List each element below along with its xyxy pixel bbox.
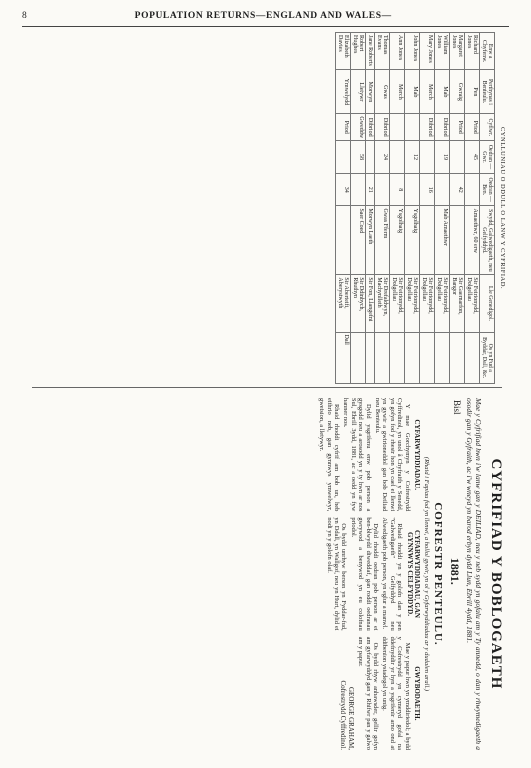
paragraph: Rhaid rhoddi yn y golofn dan y pen "Galwedigaeth" Gelfyddyd neu Alwedigaeth pob person, yn eglur a manwl. — [381, 517, 404, 631]
table-cell: Ymwelydd — [336, 70, 351, 114]
paragraph: Os bydd unrhyw berson yn Fyddar-fud, yn Ddall, yn Wallgof, neu yn Hurt, dylid ei nodi yn y golofn olaf. — [325, 517, 348, 631]
table-cell: Merch — [390, 70, 405, 114]
table-cell — [405, 114, 420, 141]
table-row — [420, 33, 435, 384]
table-cell: Jane Roberts — [366, 33, 375, 70]
table-row — [450, 33, 465, 384]
table-header-cell: Perthynas i Benteulu. — [480, 70, 495, 114]
table-cell: Amaethwr, 60 erw — [465, 206, 480, 275]
table-cell: Sir Feirionydd, Dolgellau — [435, 275, 450, 332]
instructions-panel — [22, 392, 510, 756]
table-cell — [366, 332, 375, 383]
table-header-cell: Oedran — Ben. — [480, 173, 495, 206]
table-row — [405, 33, 420, 384]
table-header-cell: Os yn Fud a Byddar, Dall, &c. — [480, 332, 495, 383]
table-cell: Sir Feirionydd, Dolgellau — [390, 275, 405, 332]
page-header — [22, 8, 509, 24]
table-row — [390, 33, 405, 384]
table-cell: Sir Feirionydd, Dolgellau — [420, 275, 435, 332]
table-cell — [450, 141, 465, 174]
table-row — [465, 33, 480, 384]
table-cell: 45 — [465, 141, 480, 174]
table-cell: Priod — [336, 114, 351, 141]
column-heading: CYFARWYDDIADAU, GAN GYNNWYS CELFYDDYD. — [405, 530, 421, 618]
table-cell — [375, 332, 390, 383]
running-title: POPULATION RETURNS—ENGLAND AND WALES— — [134, 11, 392, 21]
table-header-cell: Oedran — Gwr. — [480, 141, 495, 174]
table-cell: John Jones — [405, 33, 420, 70]
table-cell: 19 — [435, 141, 450, 174]
table-row — [366, 33, 375, 384]
table-cell — [450, 332, 465, 383]
instruction-column-1 — [316, 398, 420, 511]
table-cell: Gwas Fferm — [375, 206, 390, 275]
household-table — [335, 32, 495, 384]
table-cell — [465, 332, 480, 383]
signature-name: GEORGE GRAHAM, — [346, 686, 355, 750]
table-cell: Mab — [435, 70, 450, 114]
table-cell: Morwyn Laeth — [366, 206, 375, 275]
example-table-panel — [22, 32, 510, 384]
table-cell: Mab Amaethwr — [435, 206, 450, 275]
column-heading: GWYBODAETH. — [413, 666, 421, 721]
table-cell: Merch — [420, 70, 435, 114]
table-cell: Sir Fon, Llangefni — [366, 275, 375, 332]
table-cell: 21 — [366, 173, 375, 206]
signature-role: Cofrestrydd Cyffredinol. — [339, 680, 348, 750]
table-cell: 42 — [450, 173, 465, 206]
table-cell: Pen — [465, 70, 480, 114]
instruction-column-3 — [316, 637, 420, 750]
table-cell: Richard Jones — [465, 33, 480, 70]
table-cell: Gweddw — [351, 114, 366, 141]
table-cell — [420, 332, 435, 383]
header-rule — [22, 26, 509, 27]
table-cell: 8 — [390, 173, 405, 206]
table-cell: Sir Feirionydd, Dolgellau — [465, 275, 480, 332]
table-header-row — [480, 33, 495, 384]
table-cell — [465, 173, 480, 206]
column-heading: CYFARWYDDIADAU. — [413, 419, 421, 490]
table-cell: Gwas — [375, 70, 390, 114]
left-tag: Bisl — [452, 400, 462, 415]
rotated-page — [22, 32, 510, 756]
table-header-cell: Lle Genedigol. — [480, 275, 495, 332]
table-cell: Thomas Evans — [375, 33, 390, 70]
rotated-page-area — [22, 32, 510, 756]
table-cell: 24 — [375, 141, 390, 174]
paragraph: Mae y papur hwn yn ymddiriedol; a bydd y Cofrestrydd yn cymeryd gofal na ddefnyddir yr hyn a ysgrifenir arno ond at ddibenion ystadegol yn unig. — [381, 636, 411, 750]
table-cell: 16 — [420, 173, 435, 206]
table-header-cell: Enw a Chyfenw. — [480, 33, 495, 70]
table-row — [435, 33, 450, 384]
panel-divider — [32, 387, 502, 388]
table-cell: Margaret Jones — [450, 33, 465, 70]
table-cell — [366, 141, 375, 174]
table-cell: Dall — [336, 332, 351, 383]
table-cell: Dibriod — [420, 114, 435, 141]
household-register-heading: COFRESTR PENTEULU. — [432, 502, 444, 646]
signature-block — [339, 637, 354, 750]
table-cell: 12 — [405, 141, 420, 174]
table-cell — [435, 173, 450, 206]
table-cell: Ann Jones — [390, 33, 405, 70]
paragraph: Rhaid rhoddi cyfrif am bob un, heb eithrio neb, gan gynnwys ymwelwyr, gweision, a lletywyr. — [318, 398, 340, 512]
table-cell: 58 — [351, 141, 366, 174]
table-cell: Ysgolhaig — [405, 206, 420, 275]
table-header-cell: Cyflwr. — [480, 114, 495, 141]
instruction-columns — [316, 392, 420, 756]
table-cell: Mab — [405, 70, 420, 114]
table-cell: Elizabeth Davies — [336, 33, 351, 70]
table-cell — [336, 206, 351, 275]
table-cell: William Jones — [435, 33, 450, 70]
table-cell: Saer Coed — [351, 206, 366, 275]
table-row — [375, 33, 390, 384]
table-cell: Sir Gaernarfon, Bangor — [450, 275, 465, 332]
sub-heading-row — [447, 400, 462, 748]
sub-note: (Rhaid i Fapiau fod yn llenwi, a hollol gywir, yn ol y Gyfarwyddiadau ar y dudalen arall.) — [423, 456, 430, 692]
table-caption: CYNLLUNIAU O DDULL O LANW Y CYFRIFIAD. — [499, 126, 506, 290]
table-cell — [420, 206, 435, 275]
table-cell — [390, 114, 405, 141]
table-cell: Dibriod — [375, 114, 390, 141]
table-cell: Lletywr — [351, 70, 366, 114]
page-number: 8 — [22, 11, 28, 21]
table-cell — [420, 141, 435, 174]
table-cell: Dibriod — [366, 114, 375, 141]
table-cell: Mary Jones — [420, 33, 435, 70]
census-year: 1881. — [448, 557, 462, 585]
paragraph: Os bydd rhyw anhawsder, gellir gofyn am gyfarwyddyd gan y Rhifwr pan y galwo am y papur. — [357, 636, 379, 750]
table-cell — [351, 332, 366, 383]
paragraph: Dylid ysgrifenu enw pob person a gysgodd neu a arosodd yn y ty hwn ar nos Sul, Ebrill 3ydd, 1881, ac a oedd yn fyw hanner nos. — [342, 398, 372, 512]
table-cell — [336, 141, 351, 174]
paragraph: Y mae Gorchymyn y Cofrestrydd Cyffredinol, yn unol â Chyfraith y Senedd, yn gofyn fod y rhestr hon yn cael ei llenwi yn gywir a gwirioneddol gan bob Deiliad neu Benteulu. — [373, 398, 411, 512]
table-cell: Priod — [450, 114, 465, 141]
table-cell — [351, 173, 366, 206]
table-cell: Sir Aberteifi, Aberystwyth — [336, 275, 351, 332]
table-cell: Robert Hughes — [351, 33, 366, 70]
table-cell: 34 — [336, 173, 351, 206]
table-cell — [450, 206, 465, 275]
table-cell: Gwraig — [450, 70, 465, 114]
table-cell — [435, 332, 450, 383]
lead-paragraph: Mae y Cyfrifiad hwn i'w lanw gan y DEILIAD, neu y neb sydd yn gofalu am y Ty annedd, o dan y rhwymedigaeth a osodir gan y Gyfraith, ac i'w wneyd yn barod erbyn dydd Llun, Ebrill 4ydd, 1881. — [465, 398, 483, 750]
table-cell — [405, 332, 420, 383]
schedule-title: CYFRIFIAD Y BOBLOGAETH — [488, 458, 504, 690]
table-cell — [390, 332, 405, 383]
table-header-cell: Swydd, Galwedigaeth, neu Gelfyddyd. — [480, 206, 495, 275]
table-cell — [405, 173, 420, 206]
table-row — [351, 33, 366, 384]
table-cell: Priod — [465, 114, 480, 141]
table-row — [336, 33, 351, 384]
table-cell: Ysgolhaig — [390, 206, 405, 275]
table-cell: Sir Feirionydd, Dolgellau — [405, 275, 420, 332]
table-cell: Morwyn — [366, 70, 375, 114]
table-cell: Sir Drefaldwyn, Machynlleth — [375, 275, 390, 332]
paragraph: Dylid rhoddi oedran pob person ar ei ben-blwydd diweddaf, gan roddi oedranau gwrywod a benywod yn eu colofnau priodol. — [349, 517, 379, 631]
table-cell: Sir Ddinbych, Rhuthyn — [351, 275, 366, 332]
table-cell — [375, 173, 390, 206]
table-cell: Dibriod — [435, 114, 450, 141]
table-cell — [390, 141, 405, 174]
instruction-column-2 — [316, 517, 420, 630]
table-body — [336, 33, 480, 384]
